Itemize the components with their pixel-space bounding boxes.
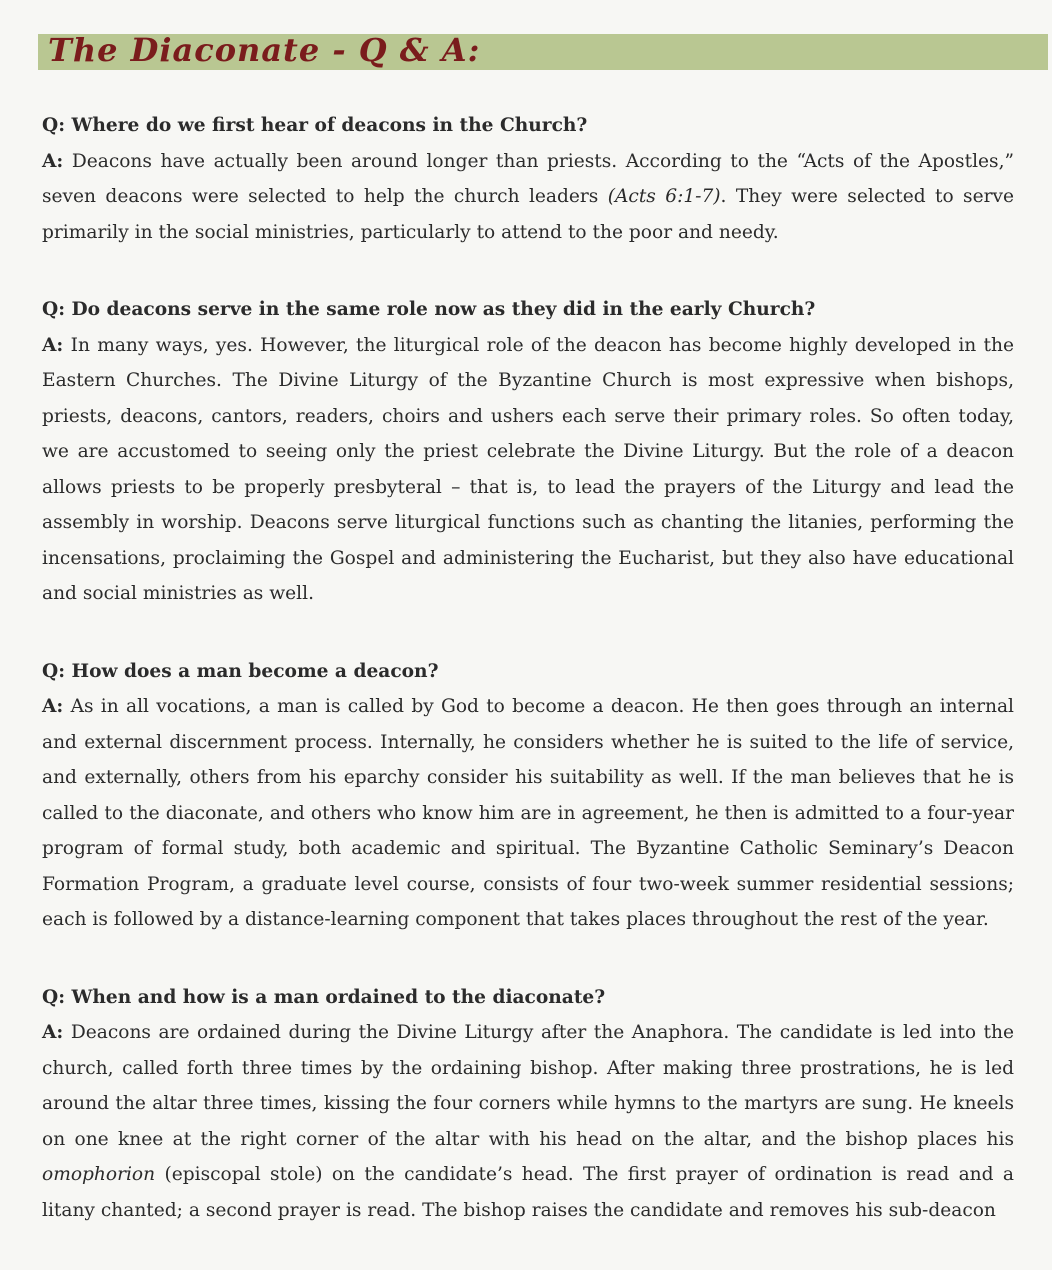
qa-item bbox=[42, 292, 1014, 612]
qa-item bbox=[42, 980, 1014, 1229]
question: Q: How does a man become a deacon? bbox=[42, 660, 439, 682]
question: Q: Where do we first hear of deacons in the Church? bbox=[42, 115, 588, 136]
answer-label: A: bbox=[42, 1022, 64, 1043]
answer-text: As in all vocations, a man is called by God to become a deacon. He then goes through an internal and external discernment process. Internally, he considers whether he is suited to the life of service, and externally, others from his eparchy consider his suitability as well. If the man believes that he is called to the diaconate, and others who know him are in agreement, he then is admitted to a four-year program of formal study, both academic and spiritual. The Byzantine Catholic Seminary’s Deacon Formation Program, a graduate level course, consists of four two-week summer residential sessions; each is followed by a distance-learning component that takes places throughout the rest of the year. bbox=[42, 696, 1014, 930]
answer-text: Deacons have actually been around longer than priests. According to the “Acts of the Apostles,” seven deacons were selected to help the church leaders bbox=[42, 150, 1014, 207]
qa-item bbox=[42, 108, 1014, 250]
qa-item bbox=[42, 654, 1014, 938]
answer-text: . They were selected to serve primarily in the social ministries, particularly to attend to the poor and needy. bbox=[42, 186, 1014, 243]
answer-text: (episcopal stole) on the candidate’s head. The first prayer of ordination is read and a litany chanted; a second prayer is read. The bishop raises the candidate and removes his sub-deacon bbox=[42, 1164, 1014, 1221]
question: Q: When and how is a man ordained to the diaconate? bbox=[42, 986, 606, 1008]
term-omophorion: omophorion bbox=[42, 1164, 156, 1185]
qa-content bbox=[42, 108, 1014, 1270]
answer-text: In many ways, yes. However, the liturgical role of the deacon has become highly developed in the Eastern Churches. The Divine Liturgy of the Byzantine Church is most expressive when bishops, priests, deacons, cantors, readers, choirs and ushers each serve their primary roles. So often today, we are accustomed to seeing only the priest celebrate the Divine Liturgy. But the role of a deacon allows priests to be properly presbyteral – that is, to lead the prayers of the Liturgy and lead the assembly in worship. Deacons serve liturgical functions such as chanting the litanies, performing the incensations, proclaiming the Gospel and administering the Eucharist, but they also have educational and social ministries as well. bbox=[42, 334, 1014, 604]
answer-label: A: bbox=[42, 696, 64, 717]
scripture-reference: (Acts 6:1-7) bbox=[607, 186, 721, 207]
answer bbox=[42, 689, 1014, 938]
answer bbox=[42, 1015, 1014, 1228]
answer-label: A: bbox=[42, 150, 64, 172]
answer bbox=[42, 144, 1014, 251]
page-title: The Diaconate - Q & A: bbox=[48, 31, 481, 69]
answer-label: A: bbox=[42, 334, 64, 356]
question: Q: Do deacons serve in the same role now as they did in the early Church? bbox=[42, 299, 816, 320]
answer bbox=[42, 328, 1014, 612]
answer-text: Deacons are ordained during the Divine Liturgy after the Anaphora. The candidate is led into the church, called forth three times by the ordaining bishop. After making three prostrations, he is led around the altar three times, kissing the four corners while hymns to the martyrs are sung. He kneels on one knee at the right corner of the altar with his head on the altar, and the bishop places his bbox=[42, 1022, 1014, 1150]
